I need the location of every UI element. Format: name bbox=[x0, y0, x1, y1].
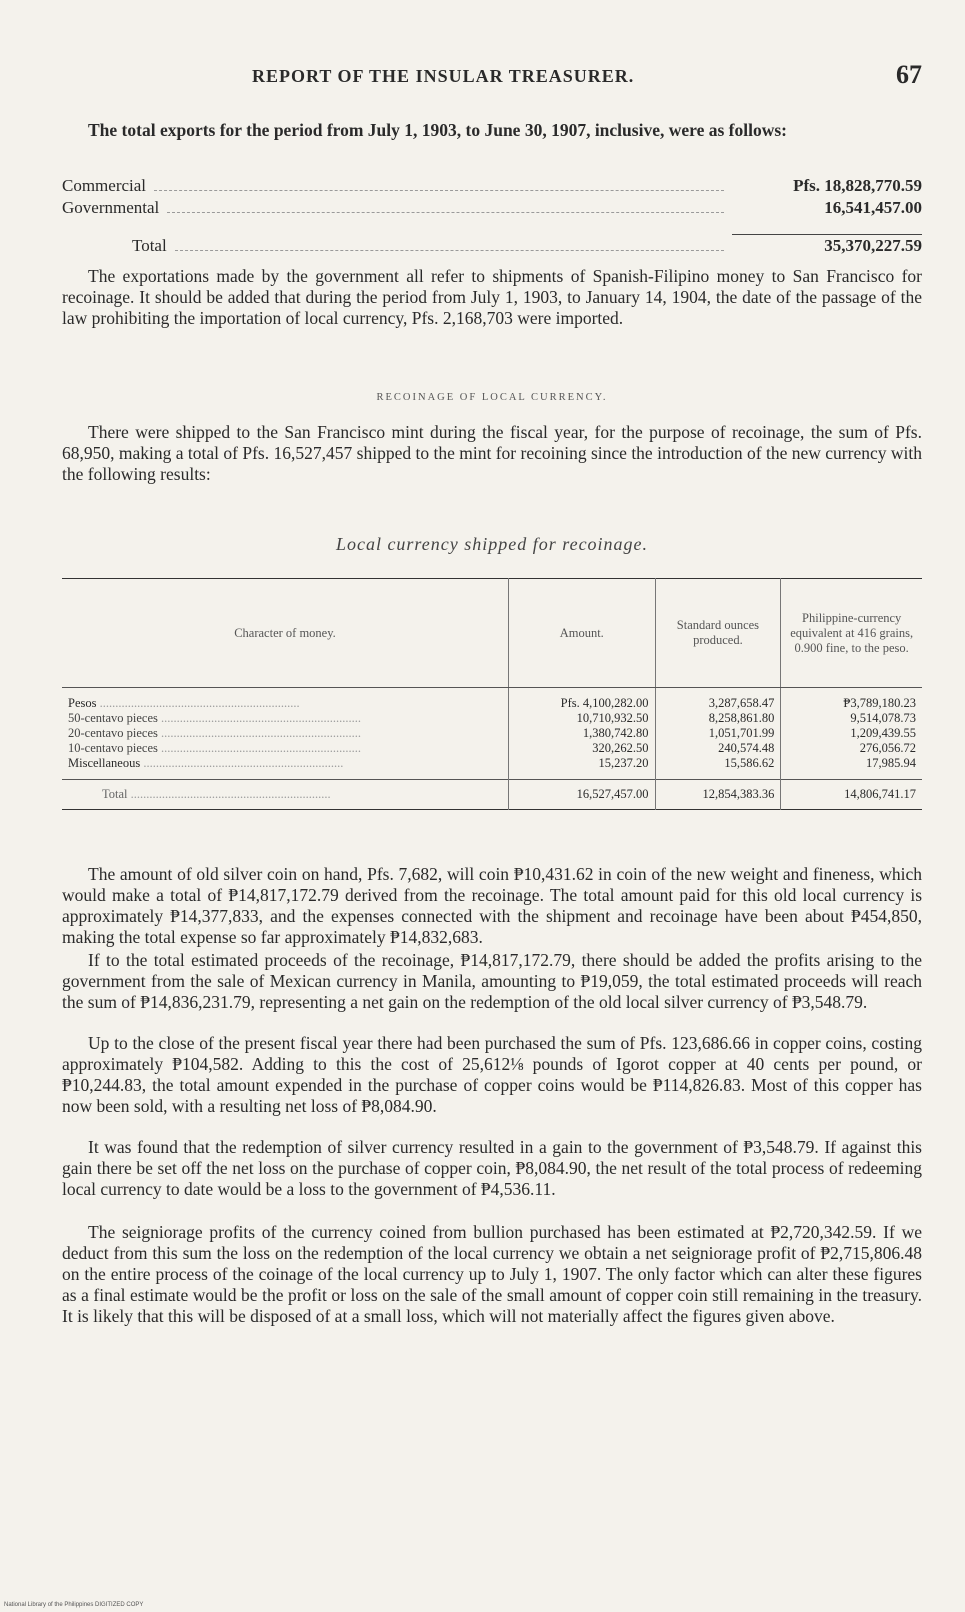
row-ounces: 1,051,701.99 bbox=[655, 726, 781, 741]
total-equivalent: 14,806,741.17 bbox=[781, 780, 922, 810]
exports-summary bbox=[62, 176, 922, 258]
row-equivalent: 17,985.94 bbox=[781, 756, 922, 780]
row-equivalent: 9,514,078.73 bbox=[781, 711, 922, 726]
table-row bbox=[62, 726, 922, 741]
exports-label: Governmental bbox=[62, 198, 160, 217]
sum-rule bbox=[732, 234, 922, 235]
exports-row-commercial bbox=[62, 176, 922, 198]
row-label: Pesos ..... bbox=[68, 696, 468, 711]
row-label: 10-centavo pieces ..... bbox=[68, 741, 468, 756]
row-label: Miscellaneous ..... bbox=[68, 756, 468, 771]
row-ounces: 8,258,861.80 bbox=[655, 711, 781, 726]
recoinage-table bbox=[62, 578, 922, 810]
table-row bbox=[62, 756, 922, 780]
exports-total-label: Total bbox=[132, 236, 167, 255]
row-label: 50-centavo pieces ..... bbox=[68, 711, 468, 726]
total-ounces: 12,854,383.36 bbox=[655, 780, 781, 810]
dot-leader bbox=[154, 189, 724, 191]
row-ounces: 3,287,658.47 bbox=[655, 688, 781, 712]
col-header-ounces: Standard ounces produced. bbox=[655, 579, 781, 688]
row-ounces: 15,586.62 bbox=[655, 756, 781, 780]
page-number: 67 bbox=[896, 60, 922, 89]
table-row bbox=[62, 688, 922, 712]
paragraph-shipments: There were shipped to the San Francisco mint during the fiscal year, for the purpose of recoinage, the sum of Pfs. 68,950, making a total of Pfs. 16,527,457 shipped to the mint for recoining since the introduction of the new currency with the following results: bbox=[62, 422, 922, 484]
row-ounces: 240,574.48 bbox=[655, 741, 781, 756]
total-amount: 16,527,457.00 bbox=[509, 780, 656, 810]
table-row bbox=[62, 711, 922, 726]
dot-leader bbox=[167, 211, 724, 213]
row-amount: 320,262.50 bbox=[509, 741, 656, 756]
row-equivalent: 1,209,439.55 bbox=[781, 726, 922, 741]
total-label: Total ..... bbox=[102, 787, 502, 802]
row-amount: 1,380,742.80 bbox=[509, 726, 656, 741]
table-header-row bbox=[62, 579, 922, 688]
paragraph-redemption: It was found that the redemption of silver currency resulted in a gain to the government of ₱3,548.79. If against this gain there be set off the net loss on the purchase of copper coin, ₱8,084.90, the net result of the total process of redeeming local currency to date would be a loss to the government of ₱4,536.11. bbox=[62, 1137, 922, 1199]
exports-value: Pfs. 18,828,770.59 bbox=[793, 176, 922, 195]
paragraph-exportations: The exportations made by the government all refer to shipments of Spanish-Filipino money to San Francisco for recoinage. It should be added that during the period from July 1, 1903, to January 14, 1904, the date of the passage of the law prohibiting the importation of local currency, Pfs. 2,168,703 were imported. bbox=[62, 266, 922, 328]
intro-paragraph: The total exports for the period from July 1, 1903, to June 30, 1907, inclusive, were as follows: bbox=[88, 120, 787, 140]
table-row bbox=[62, 741, 922, 756]
row-amount: 10,710,932.50 bbox=[509, 711, 656, 726]
paragraph-proceeds: If to the total estimated proceeds of the recoinage, ₱14,817,172.79, there should be added the profits arising to the government from the sale of Mexican currency in Manila, amounting to ₱19,059, the total estimated proceeds will reach the sum of ₱14,836,231.79, representing a net gain on the redemption of the old local silver currency of ₱3,548.79. bbox=[62, 950, 922, 1012]
dot-leader bbox=[175, 249, 724, 251]
section-title: RECOINAGE OF LOCAL CURRENCY. bbox=[376, 392, 608, 403]
col-header-equivalent: Philippine-currency equivalent at 416 grains, 0.900 fine, to the peso. bbox=[781, 579, 922, 688]
exports-value: 16,541,457.00 bbox=[824, 198, 922, 217]
running-head: REPORT OF THE INSULAR TREASURER. bbox=[252, 66, 635, 86]
scan-footer: National Library of the Philippines DIGITIZED COPY bbox=[4, 1602, 144, 1608]
paragraph-copper: Up to the close of the present fiscal year there had been purchased the sum of Pfs. 123,686.66 in copper coins, costing approximately ₱104,582. Adding to this the cost of 25,612⅛ pounds of Igorot copper at 40 cents per pound, or ₱10,244.83, the total amount expended in the purchase of copper coins would be ₱114,826.83. Most of this copper has now been sold, with a resulting net loss of ₱8,084.90. bbox=[62, 1033, 922, 1116]
row-label: 20-centavo pieces ..... bbox=[68, 726, 468, 741]
exports-row-total bbox=[62, 236, 922, 258]
col-header-amount: Amount. bbox=[509, 579, 656, 688]
table-caption: Local currency shipped for recoinage. bbox=[335, 534, 649, 554]
exports-label: Commercial bbox=[62, 176, 147, 195]
table-total-row bbox=[62, 780, 922, 810]
paragraph-seigniorage: The seigniorage profits of the currency coined from bullion purchased has been estimated at ₱2,720,342.59. If we deduct from this sum the loss on the redemption of the local currency we obtain a net seigniorage profit of ₱2,715,806.48 on the entire process of the coinage of the local currency up to July 1, 1907. The only factor which can alter these figures as a final estimate would be the profit or loss on the sale of the small amount of copper coin still remaining in the treasury. It is likely that this will be disposed of at a small loss, which will not materially affect the figures given above. bbox=[62, 1222, 922, 1326]
page-header bbox=[62, 60, 922, 96]
row-amount: Pfs. 4,100,282.00 bbox=[509, 688, 656, 712]
exports-total-value: 35,370,227.59 bbox=[824, 236, 922, 255]
row-equivalent: ₱3,789,180.23 bbox=[781, 688, 922, 712]
row-equivalent: 276,056.72 bbox=[781, 741, 922, 756]
paragraph-old-silver: The amount of old silver coin on hand, Pfs. 7,682, will coin ₱10,431.62 in coin of the new weight and fineness, which would make a total of ₱14,817,172.79 derived from the recoinage. The total amount paid for this old local currency is approximately ₱14,377,833, and the expenses connected with the shipment and recoinage have been about ₱454,850, making the total expense so far approximately ₱14,832,683. bbox=[62, 864, 922, 947]
row-amount: 15,237.20 bbox=[509, 756, 656, 780]
col-header-character: Character of money. bbox=[62, 579, 509, 688]
exports-row-governmental bbox=[62, 198, 922, 220]
